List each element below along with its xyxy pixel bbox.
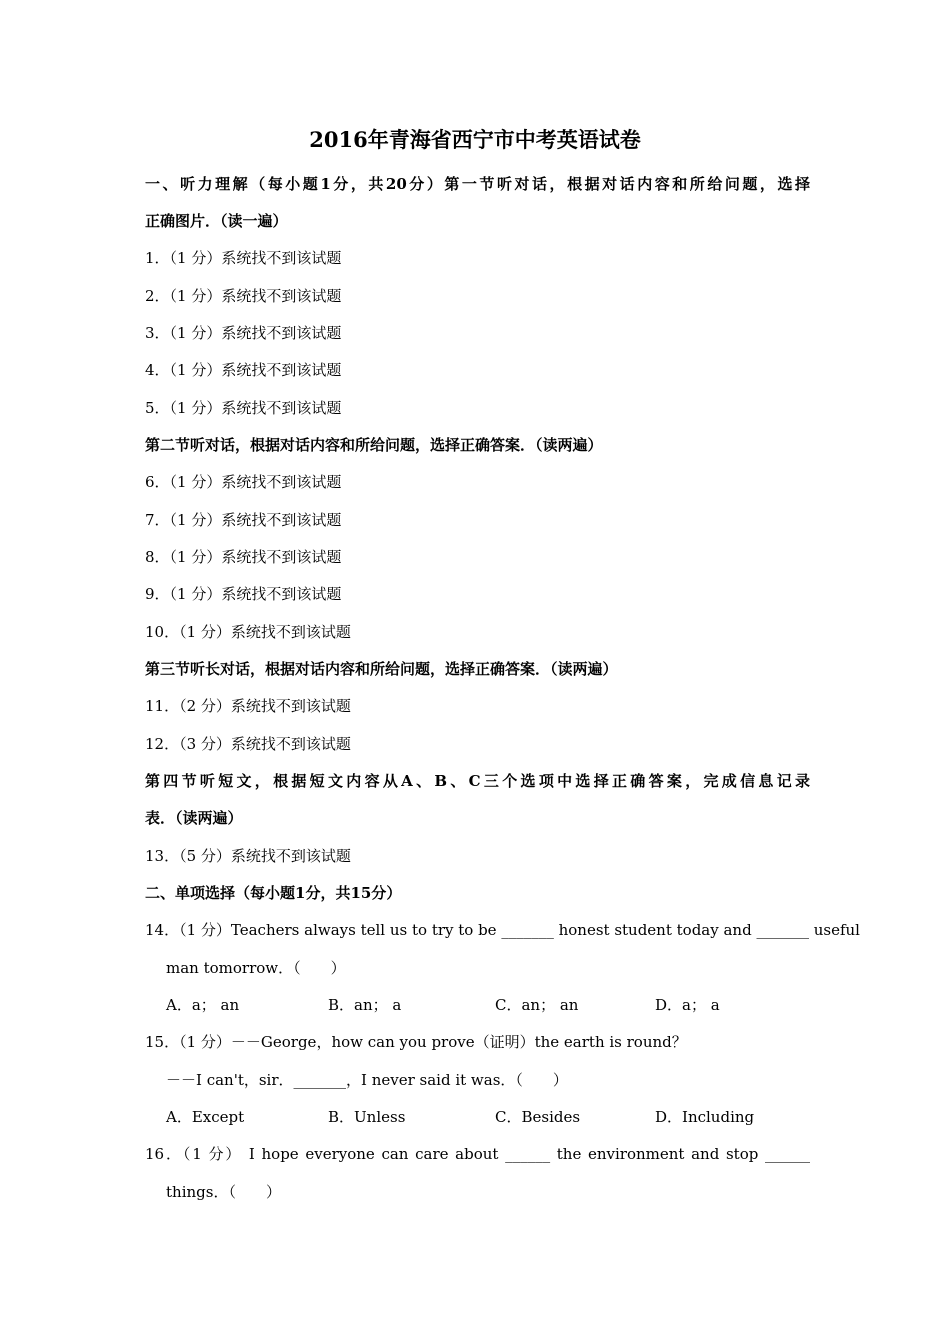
section1-heading-line2: 正确图片．（读一遍） bbox=[145, 212, 288, 230]
part3-heading: 第三节听长对话，根据对话内容和所给问题，选择正确答案．（读两遍） bbox=[145, 660, 618, 678]
part4-heading-line1: 第四节听短文，根据短文内容从A、B、C三个选项中选择正确答案，完成信息记录 bbox=[145, 772, 810, 790]
question-14-stem-line2: man tomorrow．（ ） bbox=[166, 959, 346, 977]
question-item: 4．（1 分）系统找不到该试题 bbox=[145, 361, 342, 379]
question-15-option-d: D．Including bbox=[655, 1108, 755, 1126]
section2-heading: 二、单项选择（每小题1分，共15分） bbox=[145, 884, 402, 902]
question-15-option-c: C．Besides bbox=[495, 1108, 581, 1126]
question-item: 3．（1 分）系统找不到该试题 bbox=[145, 324, 342, 342]
question-15-option-b: B．Unless bbox=[328, 1108, 406, 1126]
question-item: 2．（1 分）系统找不到该试题 bbox=[145, 287, 342, 305]
part2-heading: 第二节听对话，根据对话内容和所给问题，选择正确答案．（读两遍） bbox=[145, 436, 603, 454]
question-item: 1．（1 分）系统找不到该试题 bbox=[145, 249, 342, 267]
question-16-stem-line2: things．（ ） bbox=[166, 1183, 281, 1201]
question-item: 7．（1 分）系统找不到该试题 bbox=[145, 511, 342, 529]
question-15-stem-line1: 15．（1 分）－－George，how can you prove（证明）the earth is round？ bbox=[145, 1033, 687, 1051]
question-item: 9．（1 分）系统找不到该试题 bbox=[145, 585, 342, 603]
page-title: 2016年青海省西宁市中考英语试卷 bbox=[309, 127, 641, 152]
question-item: 11．（2 分）系统找不到该试题 bbox=[145, 697, 351, 715]
question-15-stem-line2: －－I can't，sir．_______，I never said it was．（ ） bbox=[166, 1071, 568, 1089]
section1-heading-line1: 一、听力理解（每小题1分，共20分）第一节听对话，根据对话内容和所给问题，选择 bbox=[145, 175, 810, 193]
question-14-option-d: D．a； a bbox=[655, 996, 720, 1014]
question-15-option-a: A．Except bbox=[166, 1108, 245, 1126]
question-item: 13．（5 分）系统找不到该试题 bbox=[145, 847, 351, 865]
question-item: 10．（1 分）系统找不到该试题 bbox=[145, 623, 351, 641]
question-14-stem-line1: 14．（1 分）Teachers always tell us to try to be _______ honest student today and _______ useful bbox=[145, 921, 860, 939]
question-16-stem-line1: 16．（1 分） I hope everyone can care about ______ the environment and stop ______ bbox=[145, 1145, 810, 1163]
question-item: 12．（3 分）系统找不到该试题 bbox=[145, 735, 351, 753]
question-item: 6．（1 分）系统找不到该试题 bbox=[145, 473, 342, 491]
question-14-option-b: B．an； a bbox=[328, 996, 402, 1014]
question-14-option-a: A．a； an bbox=[166, 996, 240, 1014]
question-item: 5．（1 分）系统找不到该试题 bbox=[145, 399, 342, 417]
question-14-option-c: C．an； an bbox=[495, 996, 579, 1014]
question-item: 8．（1 分）系统找不到该试题 bbox=[145, 548, 342, 566]
part4-heading-line2: 表．（读两遍） bbox=[145, 809, 243, 827]
